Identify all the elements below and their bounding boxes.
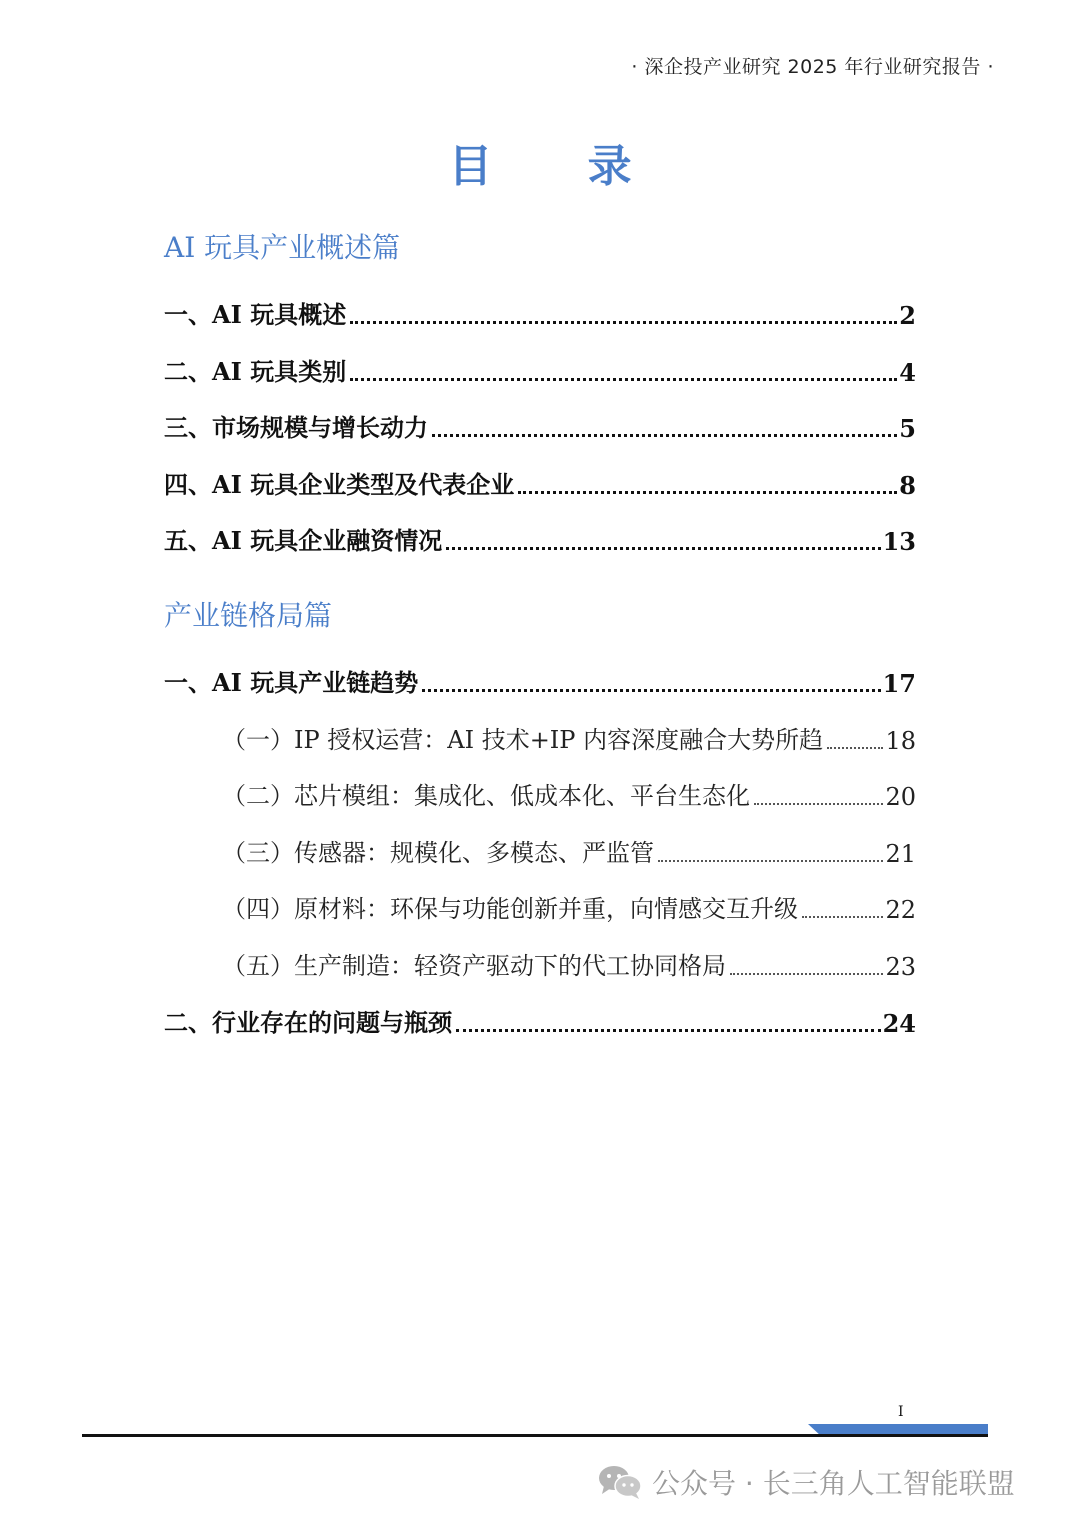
toc-subentry[interactable] (222, 890, 916, 924)
toc-entry-label: （一）IP 授权运营：AI 技术+IP 内容深度融合大势所趋 (222, 726, 824, 754)
toc-entry-label: 二、行业存在的问题与瓶颈 (164, 1008, 452, 1037)
toc-dot-leader (802, 915, 883, 918)
toc-entry-page: 2 (899, 301, 916, 330)
toc-entry-page: 20 (885, 783, 916, 811)
footer-rule (82, 1434, 988, 1437)
toc-subentry[interactable] (222, 721, 916, 755)
toc-entry[interactable] (164, 664, 916, 698)
toc-entry-label: 二、AI 玩具类别 (164, 357, 347, 386)
wechat-icon (598, 1464, 642, 1500)
toc-entry[interactable] (164, 522, 916, 556)
toc-dot-leader (730, 972, 883, 975)
toc-dot-leader (446, 546, 880, 550)
toc-entry-page: 18 (885, 727, 916, 755)
section-heading-industry-chain: 产业链格局篇 (164, 599, 333, 632)
watermark-text: 公众号 · 长三角人工智能联盟 (652, 1467, 1015, 1500)
toc-entry-label: （五）生产制造：轻资产驱动下的代工协同格局 (222, 952, 726, 980)
toc-entry-page: 21 (885, 840, 916, 868)
toc-dot-leader (518, 490, 897, 494)
toc-entry-page: 5 (899, 414, 916, 443)
toc-dot-leader (422, 688, 880, 692)
toc-entry-label: 一、AI 玩具产业链趋势 (164, 668, 419, 697)
running-header: · 深企投产业研究 2025 年行业研究报告 · (631, 56, 994, 78)
toc-entry-label: 一、AI 玩具概述 (164, 300, 347, 329)
toc-entry[interactable] (164, 296, 916, 330)
toc-entry-page: 17 (882, 669, 916, 698)
toc-dot-leader (754, 802, 883, 805)
toc-entry-label: （四）原材料：环保与功能创新并重，向情感交互升级 (222, 895, 798, 923)
watermark (598, 1462, 1015, 1502)
toc-dot-leader (456, 1028, 881, 1032)
toc-dot-leader (350, 377, 897, 381)
toc-entry[interactable] (164, 409, 916, 443)
toc-entry-label: 五、AI 玩具企业融资情况 (164, 526, 443, 555)
toc-subentry[interactable] (222, 777, 916, 811)
toc-entry-label: （二）芯片模组：集成化、低成本化、平台生态化 (222, 782, 750, 810)
toc-entry-page: 13 (882, 527, 916, 556)
toc-dot-leader (432, 433, 897, 437)
toc-dot-leader (350, 320, 897, 324)
toc-entry-page: 23 (885, 953, 916, 981)
toc-entry-label: （三）传感器：规模化、多模态、严监管 (222, 839, 654, 867)
toc-entry-page: 24 (882, 1009, 916, 1038)
section-heading-overview: AI 玩具产业概述篇 (164, 231, 401, 264)
toc-entry-label: 四、AI 玩具企业类型及代表企业 (164, 470, 515, 499)
footer-accent-tab (808, 1424, 988, 1434)
page-number: I (898, 1404, 904, 1420)
page-title: 目 录 (448, 141, 672, 192)
toc-entry-label: 三、市场规模与增长动力 (164, 413, 428, 442)
toc-entry[interactable] (164, 466, 916, 500)
toc-entry[interactable] (164, 1004, 916, 1038)
toc-entry-page: 8 (899, 471, 916, 500)
toc-entry-page: 22 (885, 896, 916, 924)
toc-subentry[interactable] (222, 947, 916, 981)
toc-subentry[interactable] (222, 834, 916, 868)
toc-entry[interactable] (164, 353, 916, 387)
toc-entry-page: 4 (899, 358, 916, 387)
toc-dot-leader (658, 859, 883, 862)
toc-dot-leader (827, 746, 883, 749)
